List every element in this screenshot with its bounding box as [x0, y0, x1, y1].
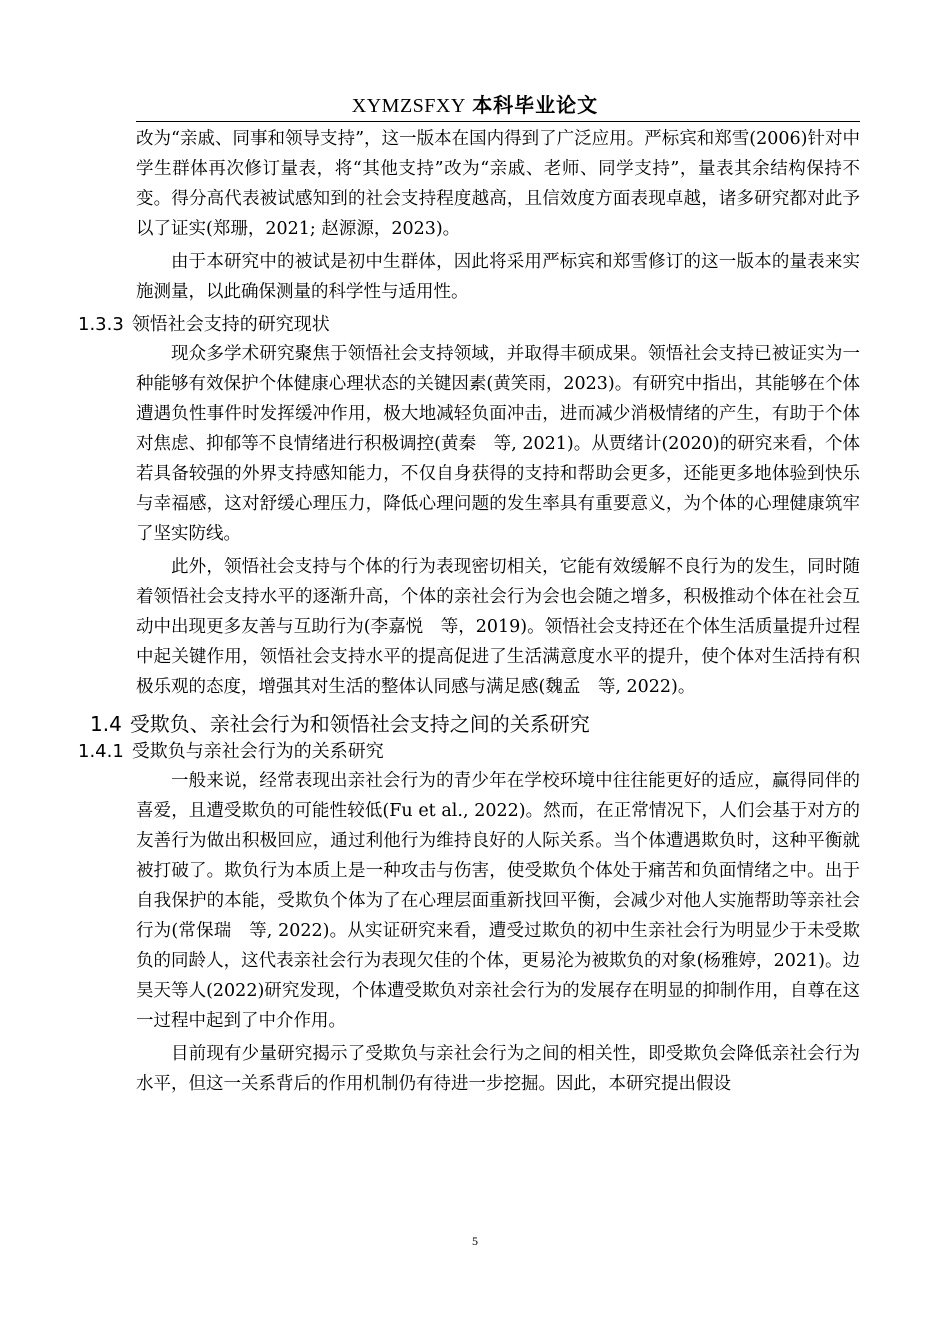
section-number: 1.3.3	[78, 314, 124, 335]
section-title: 受欺负、亲社会行为和领悟社会支持之间的关系研究	[129, 712, 590, 736]
paragraph: 目前现有少量研究揭示了受欺负与亲社会行为之间的相关性，即受欺负会降低亲社会行为水平，但这一关系背后的作用机制仍有待进一步挖掘。因此，本研究提出假设	[136, 1044, 860, 1094]
running-header	[0, 92, 950, 119]
paragraph: 一般来说，经常表现出亲社会行为的青少年在学校环境中往往能更好的适应，赢得同伴的喜爱，且遭受欺负的可能性较低(Fu et al., 2022)。然而，在正常情况下，人们会基于对方的友善行为做出积极回应，通过利他行为维持良好的人际关系。当个体遭遇欺负时，这种平衡就被打破了。欺负行为本质上是一种攻击与伤害，使受欺负个体处于痛苦和负面情绪之中。出于自我保护的本能，受欺负个体为了在心理层面重新找回平衡，会减少对他人实施帮助等亲社会行为(常保瑞 等, 2022)。从实证研究来看，遭受过欺负的初中生亲社会行为明显少于未受欺负的同龄人，这代表亲社会行为表现欠佳的个体，更易沦为被欺负的对象(杨雅婷，2021)。边昊天等人(2022)研究发现，个体遭受欺负对亲社会行为的发展存在明显的抑制作用，自尊在这一过程中起到了中介作用。	[136, 771, 860, 1031]
header-chinese-title: 本科毕业论文	[472, 93, 599, 117]
section-heading-1-4	[90, 710, 860, 738]
paragraph: 由于本研究中的被试是初中生群体，因此将采用严标宾和郑雪修订的这一版本的量表来实施测量，以此确保测量的科学性与适用性。	[136, 252, 860, 302]
section-number: 1.4	[90, 712, 122, 736]
section-heading-1-3-3	[78, 311, 860, 339]
section-title: 领悟社会支持的研究现状	[131, 314, 330, 335]
paragraph: 现众多学术研究聚焦于领悟社会支持领域，并取得丰硕成果。领悟社会支持已被证实为一种能够有效保护个体健康心理状态的关键因素(黄笑雨，2023)。有研究中指出，其能够在个体遭遇负性事件时发挥缓冲作用，极大地减轻负面冲击，进而减少消极情绪的产生，有助于个体对焦虑、抑郁等不良情绪进行积极调控(黄秦 等, 2021)。从贾绪计(2020)的研究来看，个体若具备较强的外界支持感知能力，不仅自身获得的支持和帮助会更多，还能更多地体验到快乐与幸福感，这对舒缓心理压力，降低心理问题的发生率具有重要意义，为个体的心理健康筑牢了坚实防线。	[136, 344, 860, 544]
header-rule	[136, 121, 860, 122]
header-latin-title: XYMZSFXY	[351, 95, 466, 117]
section-number: 1.4.1	[78, 741, 124, 762]
section-title: 受欺负与亲社会行为的关系研究	[131, 741, 384, 762]
paragraph: 改为“亲戚、同事和领导支持”，这一版本在国内得到了广泛应用。严标宾和郑雪(2006)针对中学生群体再次修订量表，将“其他支持”改为“亲戚、老师、同学支持”，量表其余结构保持不变。得分高代表被试感知到的社会支持程度越高，且信效度方面表现卓越，诸多研究都对此予以了证实(郑珊，2021; 赵源源，2023)。	[136, 129, 860, 239]
page-number: 5	[472, 1234, 478, 1248]
page-body	[78, 124, 860, 1099]
paragraph: 此外，领悟社会支持与个体的行为表现密切相关，它能有效缓解不良行为的发生，同时随着领悟社会支持水平的逐渐升高，个体的亲社会行为会也会随之增多，积极推动个体在社会互动中出现更多友善与互助行为(李嘉悦 等，2019)。领悟社会支持还在个体生活质量提升过程中起关键作用，领悟社会支持水平的提高促进了生活满意度水平的提升，使个体对生活持有积极乐观的态度，增强其对生活的整体认同感与满足感(魏孟 等, 2022)。	[136, 557, 860, 697]
section-heading-1-4-1	[78, 738, 860, 766]
